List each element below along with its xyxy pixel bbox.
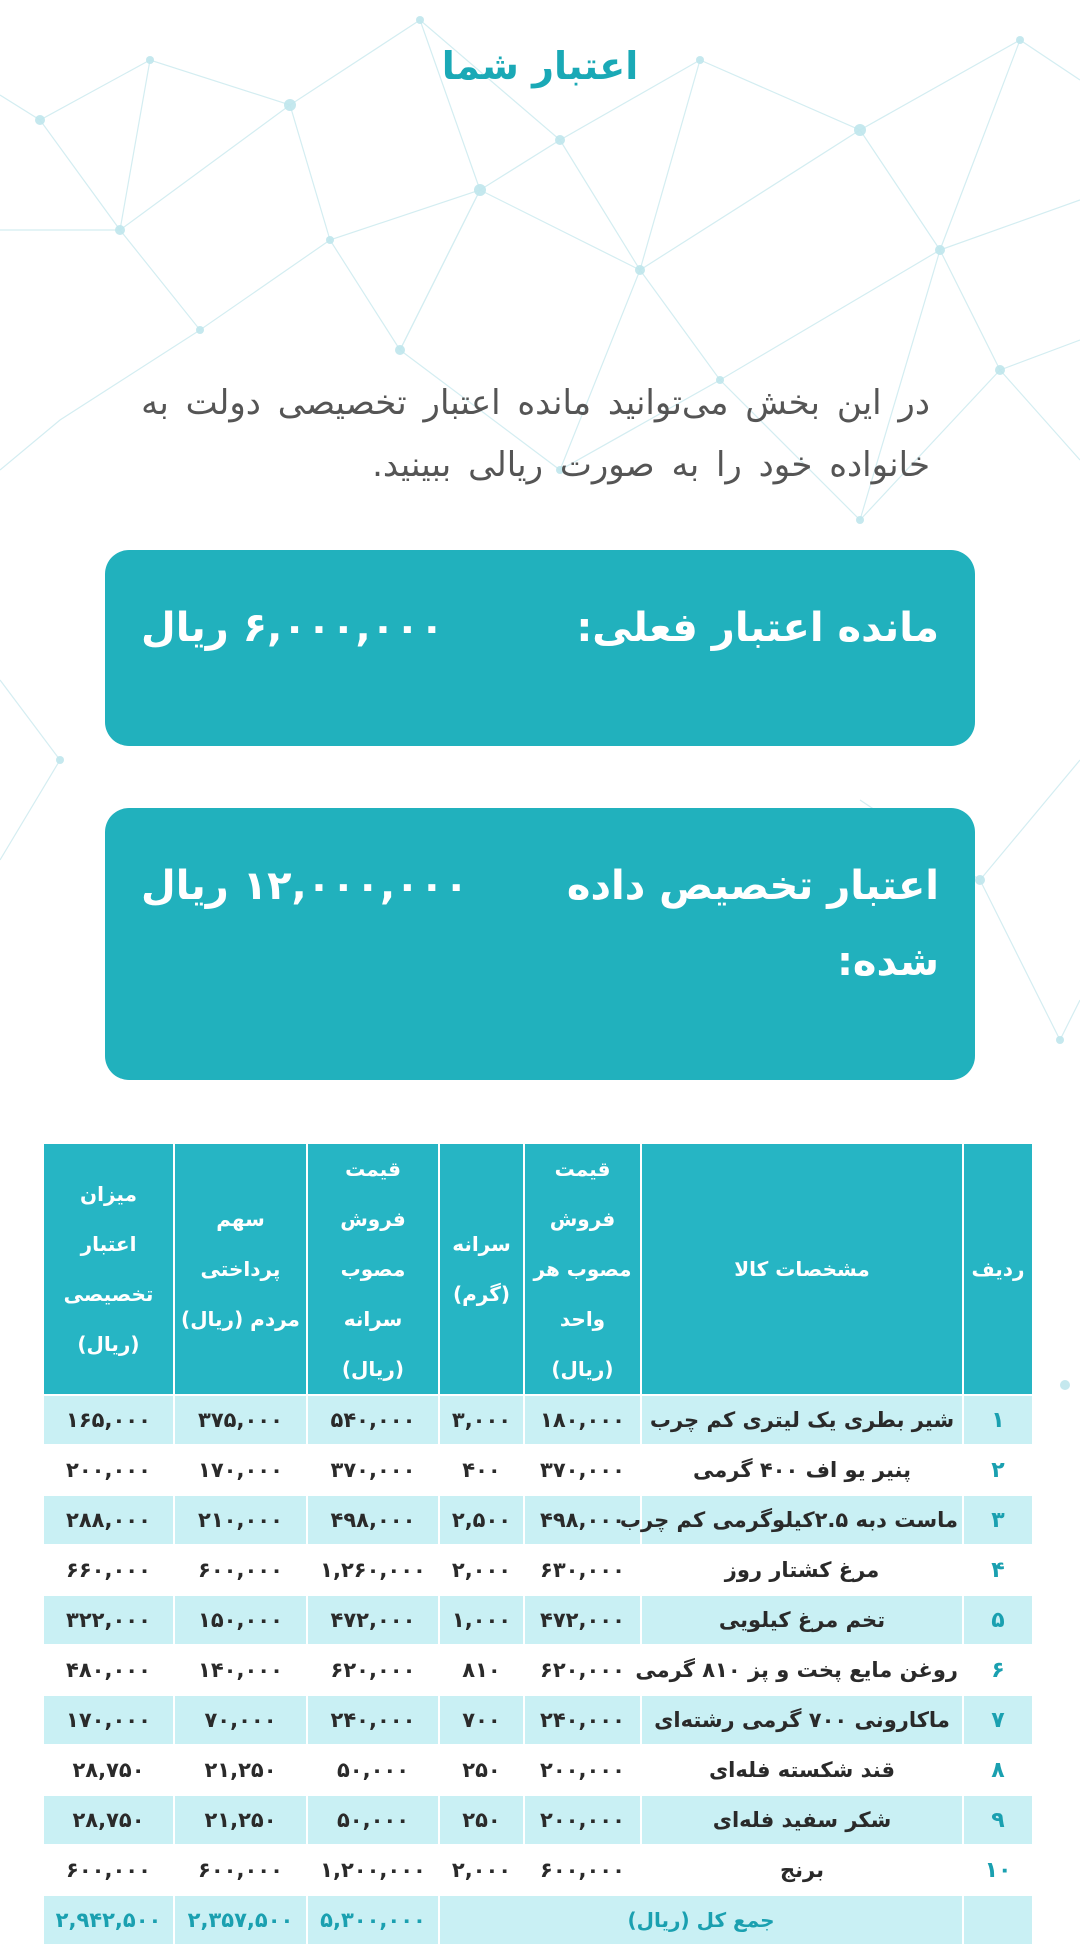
row-capita-price: ۴۹۸,۰۰۰ — [307, 1495, 439, 1545]
row-capita-price: ۵۰,۰۰۰ — [307, 1795, 439, 1845]
row-credit: ۲۰۰,۰۰۰ — [43, 1445, 174, 1495]
row-unit-price: ۶۲۰,۰۰۰ — [524, 1645, 641, 1695]
row-people-share: ۱۴۰,۰۰۰ — [174, 1645, 307, 1695]
allocated-credit-card — [105, 808, 975, 1080]
row-capacity: ۳,۰۰۰ — [439, 1395, 524, 1445]
row-description: ماست دبه ۲.۵کیلوگرمی کم چرب — [641, 1495, 963, 1545]
row-people-share: ۱۷۰,۰۰۰ — [174, 1445, 307, 1495]
row-capacity: ۸۱۰ — [439, 1645, 524, 1695]
row-number: ۶ — [963, 1645, 1033, 1695]
row-unit-price: ۳۷۰,۰۰۰ — [524, 1445, 641, 1495]
row-description: ماکارونی ۷۰۰ گرمی رشته‌ای — [641, 1695, 963, 1745]
row-people-share: ۶۰۰,۰۰۰ — [174, 1845, 307, 1895]
row-description: شیر بطری یک لیتری کم چرب — [641, 1395, 963, 1445]
row-capita-price: ۵۰,۰۰۰ — [307, 1745, 439, 1795]
intro-text: در این بخش می‌توانید مانده اعتبار تخصیصی دولت به خانواده خود را به صورت ریالی ببینید. — [141, 383, 930, 485]
page-title: اعتبار شما — [441, 44, 639, 88]
row-credit: ۶۶۰,۰۰۰ — [43, 1545, 174, 1595]
row-number: ۱۰ — [963, 1845, 1033, 1895]
row-capita-price: ۲۴۰,۰۰۰ — [307, 1695, 439, 1745]
row-capita-price: ۱,۲۶۰,۰۰۰ — [307, 1545, 439, 1595]
row-credit: ۴۸۰,۰۰۰ — [43, 1645, 174, 1695]
row-description: قند شکسته فله‌ای — [641, 1745, 963, 1795]
table-row — [43, 1545, 1033, 1595]
table-row — [43, 1795, 1033, 1845]
row-people-share: ۶۰۰,۰۰۰ — [174, 1545, 307, 1595]
header-capita-price: قیمت فروش مصوب سرانه (ریال) — [307, 1143, 439, 1395]
row-capacity: ۲۵۰ — [439, 1795, 524, 1845]
row-people-share: ۲۱۰,۰۰۰ — [174, 1495, 307, 1545]
row-description: پنیر یو اف ۴۰۰ گرمی — [641, 1445, 963, 1495]
row-description: تخم مرغ کیلویی — [641, 1595, 963, 1645]
row-capacity: ۲,۰۰۰ — [439, 1845, 524, 1895]
row-capacity: ۲,۵۰۰ — [439, 1495, 524, 1545]
total-label: جمع کل (ریال) — [439, 1895, 963, 1945]
header-row-number: ردیف — [963, 1143, 1033, 1395]
row-credit: ۲۸۸,۰۰۰ — [43, 1495, 174, 1545]
total-people-share: ۲,۳۵۷,۵۰۰ — [174, 1895, 307, 1945]
table-total-row — [43, 1895, 1033, 1945]
row-description: روغن مایع پخت و پز ۸۱۰ گرمی — [641, 1645, 963, 1695]
total-spacer — [963, 1895, 1033, 1945]
row-credit: ۱۶۵,۰۰۰ — [43, 1395, 174, 1445]
goods-table — [42, 1142, 1034, 1946]
row-capita-price: ۱,۲۰۰,۰۰۰ — [307, 1845, 439, 1895]
row-credit: ۳۲۲,۰۰۰ — [43, 1595, 174, 1645]
row-unit-price: ۶۳۰,۰۰۰ — [524, 1545, 641, 1595]
table-row — [43, 1495, 1033, 1545]
row-capita-price: ۵۴۰,۰۰۰ — [307, 1395, 439, 1445]
row-credit: ۶۰۰,۰۰۰ — [43, 1845, 174, 1895]
row-credit: ۱۷۰,۰۰۰ — [43, 1695, 174, 1745]
row-people-share: ۲۱,۲۵۰ — [174, 1795, 307, 1845]
row-capita-price: ۴۷۲,۰۰۰ — [307, 1595, 439, 1645]
total-capita-price: ۵,۳۰۰,۰۰۰ — [307, 1895, 439, 1945]
row-unit-price: ۲۰۰,۰۰۰ — [524, 1795, 641, 1845]
table-row — [43, 1395, 1033, 1445]
row-number: ۵ — [963, 1595, 1033, 1645]
header-credit: میزان اعتبار تخصیصی (ریال) — [43, 1143, 174, 1395]
row-capita-price: ۳۷۰,۰۰۰ — [307, 1445, 439, 1495]
goods-table-container — [44, 1142, 1034, 1946]
total-credit: ۲,۹۴۲,۵۰۰ — [43, 1895, 174, 1945]
row-people-share: ۳۷۵,۰۰۰ — [174, 1395, 307, 1445]
table-row — [43, 1695, 1033, 1745]
row-capita-price: ۶۲۰,۰۰۰ — [307, 1645, 439, 1695]
row-number: ۷ — [963, 1695, 1033, 1745]
row-number: ۲ — [963, 1445, 1033, 1495]
row-unit-price: ۴۹۸,۰۰۰ — [524, 1495, 641, 1545]
allocated-credit-label: اعتبار تخصیص داده شده: — [566, 863, 939, 985]
table-row — [43, 1445, 1033, 1495]
allocated-credit-value: ۱۲,۰۰۰,۰۰۰ ریال — [141, 863, 469, 909]
row-number: ۱ — [963, 1395, 1033, 1445]
header-people-share: سهم پرداختی مردم (ریال) — [174, 1143, 307, 1395]
row-people-share: ۱۵۰,۰۰۰ — [174, 1595, 307, 1645]
row-capacity: ۲۵۰ — [439, 1745, 524, 1795]
table-row — [43, 1745, 1033, 1795]
header-capacity: سرانه (گرم) — [439, 1143, 524, 1395]
row-unit-price: ۲۴۰,۰۰۰ — [524, 1695, 641, 1745]
remaining-credit-card — [105, 550, 975, 746]
header-unit-price: قیمت فروش مصوب هر واحد (ریال) — [524, 1143, 641, 1395]
remaining-credit-label: مانده اعتبار فعلی: — [576, 605, 939, 651]
row-unit-price: ۴۷۲,۰۰۰ — [524, 1595, 641, 1645]
row-unit-price: ۶۰۰,۰۰۰ — [524, 1845, 641, 1895]
remaining-credit-value: ۶,۰۰۰,۰۰۰ ریال — [141, 605, 444, 651]
row-number: ۴ — [963, 1545, 1033, 1595]
row-description: شکر سفید فله‌ای — [641, 1795, 963, 1845]
row-description: برنج — [641, 1845, 963, 1895]
table-row — [43, 1595, 1033, 1645]
row-people-share: ۲۱,۲۵۰ — [174, 1745, 307, 1795]
row-unit-price: ۱۸۰,۰۰۰ — [524, 1395, 641, 1445]
row-credit: ۲۸,۷۵۰ — [43, 1745, 174, 1795]
row-credit: ۲۸,۷۵۰ — [43, 1795, 174, 1845]
row-capacity: ۴۰۰ — [439, 1445, 524, 1495]
row-number: ۹ — [963, 1795, 1033, 1845]
header-description: مشخصات کالا — [641, 1143, 963, 1395]
row-capacity: ۷۰۰ — [439, 1695, 524, 1745]
table-row — [43, 1645, 1033, 1695]
table-header-row — [43, 1143, 1033, 1395]
row-description: مرغ کشتار روز — [641, 1545, 963, 1595]
row-capacity: ۲,۰۰۰ — [439, 1545, 524, 1595]
row-number: ۳ — [963, 1495, 1033, 1545]
table-row — [43, 1845, 1033, 1895]
row-capacity: ۱,۰۰۰ — [439, 1595, 524, 1645]
row-people-share: ۷۰,۰۰۰ — [174, 1695, 307, 1745]
row-unit-price: ۲۰۰,۰۰۰ — [524, 1745, 641, 1795]
row-number: ۸ — [963, 1745, 1033, 1795]
